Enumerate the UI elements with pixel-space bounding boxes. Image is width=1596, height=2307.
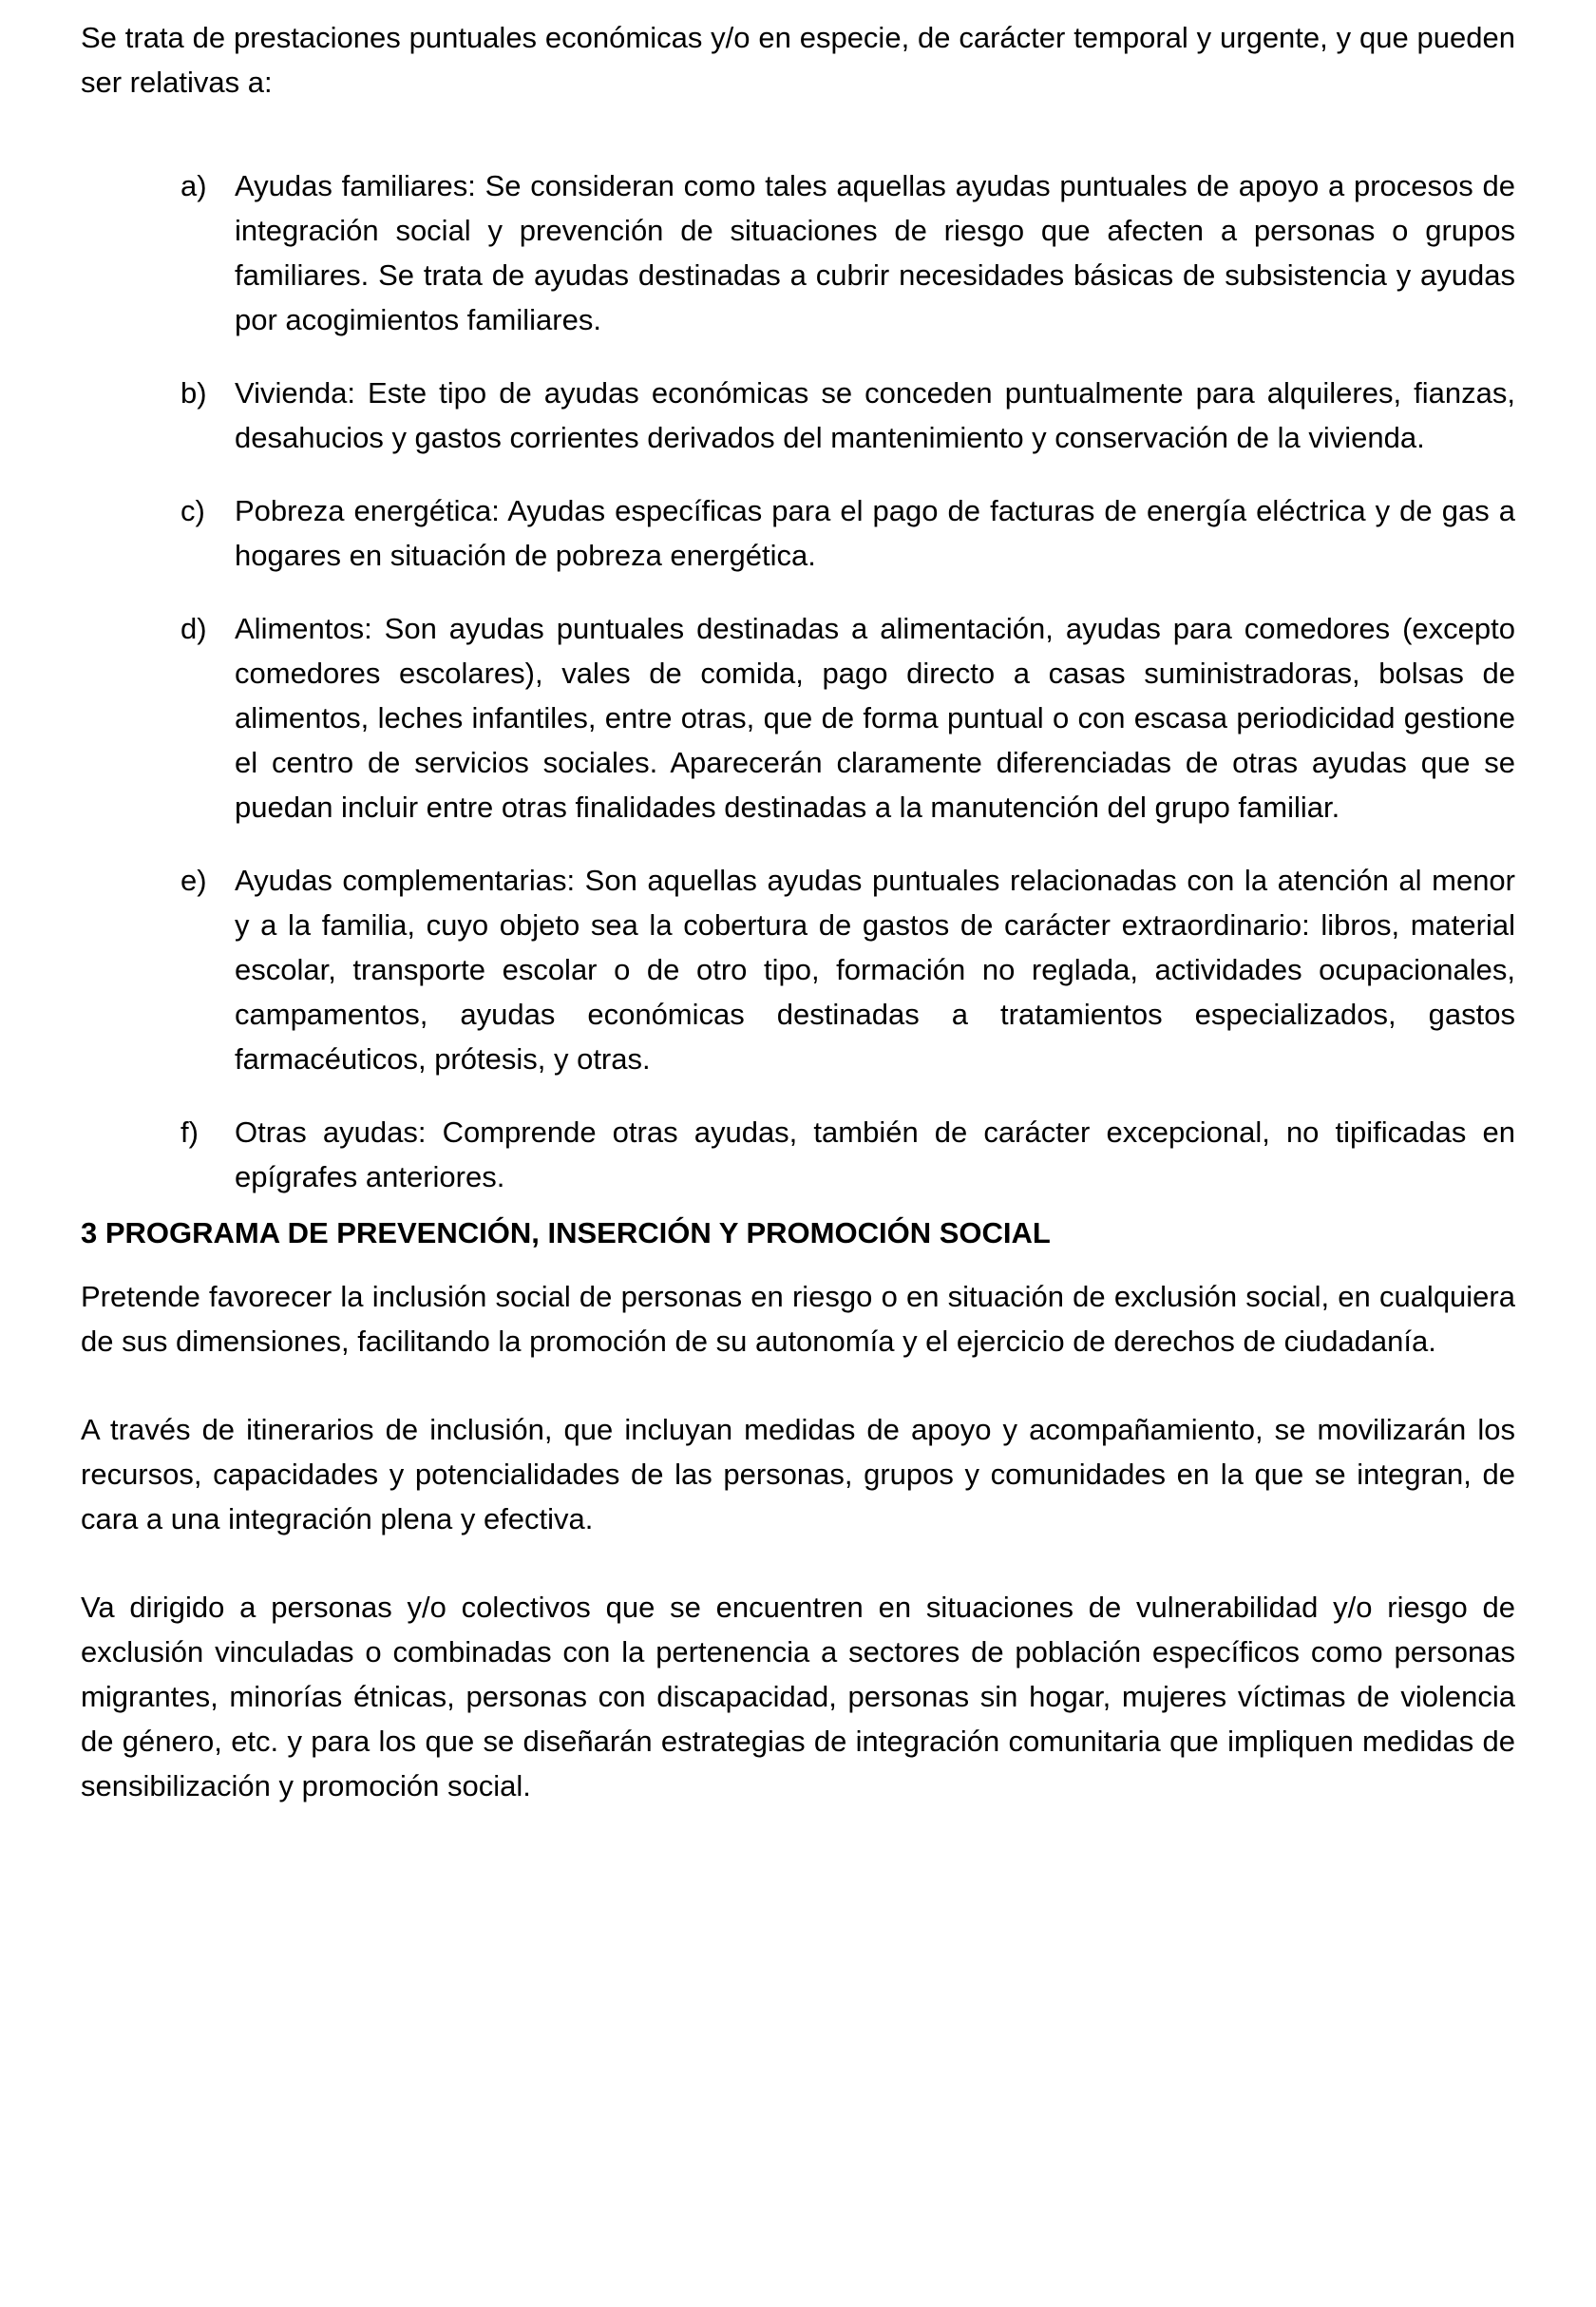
list-text-e: Ayudas complementarias: Son aquellas ayudas puntuales relacionadas con la atención al menor y a la familia, cuyo objeto sea la cobertura de gastos de carácter extraordinario: libros, material escolar, transporte escolar o de otro tipo, formación no reglada, actividades ocupacionales, campamentos, ayudas económicas destinadas a tratamientos especializados, gastos farmacéuticos, prótesis, y otras. [235,864,1515,1076]
list-item-c [180,488,1515,578]
lettered-list [81,163,1515,1199]
list-item-d [180,606,1515,829]
list-marker-d: d) [180,612,207,645]
list-text-a: Ayudas familiares: Se consideran como tales aquellas ayudas puntuales de apoyo a procesos de integración social y prevención de situaciones de riesgo que afecten a personas o grupos familiares. Se trata de ayudas destinadas a cubrir necesidades básicas de subsistencia y ayudas por acogimientos familiares. [235,169,1515,336]
list-text-f: Otras ayudas: Comprende otras ayudas, también de carácter excepcional, no tipificadas en epígrafes anteriores. [235,1115,1515,1193]
list-marker-e: e) [180,864,207,897]
list-marker-a: a) [180,169,207,202]
list-marker-f: f) [180,1115,199,1149]
list-text-c: Pobreza energética: Ayudas específicas para el pago de facturas de energía eléctrica y de gas a hogares en situación de pobreza energética. [235,494,1515,572]
paragraph-a-traves: A través de itinerarios de inclusión, que incluyan medidas de apoyo y acompañamiento, se movilizarán los recursos, capacidades y potencialidades de las personas, grupos y comunidades en la que se integran, de cara a una integración plena y efectiva. [81,1413,1515,1535]
list-marker-b: b) [180,376,207,410]
list-text-d: Alimentos: Son ayudas puntuales destinadas a alimentación, ayudas para comedores (excepto comedores escolares), vales de comida, pago directo a casas suministradoras, bolsas de alimentos, leches infantiles, entre otras, que de forma puntual o con escasa periodicidad gestione el centro de servicios sociales. Aparecerán claramente diferenciadas de otras ayudas que se puedan incluir entre otras finalidades destinadas a la manutención del grupo familiar. [235,612,1515,824]
intro-paragraph: Se trata de prestaciones puntuales económicas y/o en especie, de carácter temporal y urgente, y que pueden ser relativas a: [81,21,1515,99]
list-item-b [180,371,1515,460]
paragraph-va-dirigido: Va dirigido a personas y/o colectivos que se encuentren en situaciones de vulnerabilidad y/o riesgo de exclusión vinculadas o combinadas con la pertenencia a sectores de población específicos como personas migrantes, minorías étnicas, personas con discapacidad, personas sin hogar, mujeres víctimas de violencia de género, etc. y para los que se diseñarán estrategias de integración comunitaria que impliquen medidas de sensibilización y promoción social. [81,1591,1515,1802]
list-item-a [180,163,1515,342]
paragraph-pretende: Pretende favorecer la inclusión social de personas en riesgo o en situación de exclusión social, en cualquiera de sus dimensiones, facilitando la promoción de su autonomía y el ejercicio de derechos de ciudadanía. [81,1280,1515,1358]
list-item-e [180,858,1515,1081]
list-marker-c: c) [180,494,205,527]
list-text-b: Vivienda: Este tipo de ayudas económicas se conceden puntualmente para alquileres, fianzas, desahucios y gastos corrientes derivados del mantenimiento y conservación de la vivienda. [235,376,1515,454]
section-heading-programa-3: 3 PROGRAMA DE PREVENCIÓN, INSERCIÓN Y PROMOCIÓN SOCIAL [81,1216,1051,1249]
list-item-f [180,1110,1515,1199]
